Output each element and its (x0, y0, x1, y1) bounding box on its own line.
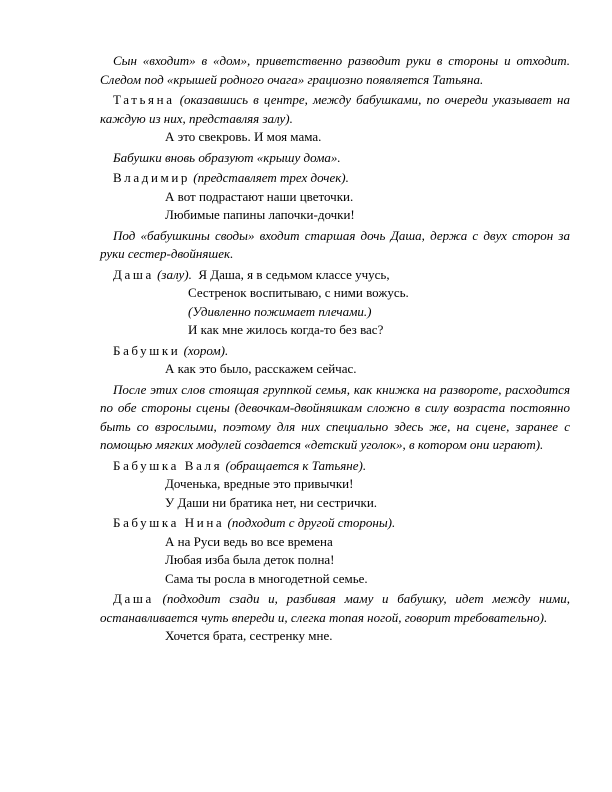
speaker-line (100, 514, 570, 533)
stage-direction: Под «бабушкины своды» входит старшая дочь Даша, держа с двух сторон за руки сестер-двойняшек. (100, 227, 570, 261)
speaker-line (100, 91, 570, 128)
verse-line: Любая изба была деток полна! (165, 552, 335, 567)
speaker-direction: (хором). (180, 342, 229, 358)
verse-line: Любимые папины лапочки-дочки! (165, 207, 355, 222)
speaker-direction: (подходит с другой стороны). (224, 515, 396, 530)
speaker-text: Я Даша, я в седьмом классе учусь, (191, 266, 390, 282)
speaker-line (100, 590, 570, 627)
verse-line: А как это было, расскажем сейчас. (165, 361, 357, 376)
stage-direction: После этих слов стоящая группкой семья, как книжка на развороте, расходится по обе стороны сцены (девочкам-двойняшкам сложно в силу возраста постоянно быть со взрослыми, поэтому для них специально здесь же, на сцене, заранее с помощью мягких модулей создается «детский уголок», в котором они играют). (100, 381, 570, 452)
verse-line: А на Руси ведь во все времена (165, 533, 333, 549)
speaker-direction: (оказавшись в центре, между бабушками, по очереди указывает на каждую из них, представляя залу). (100, 92, 570, 126)
speaker-name: Бабушка Нина (113, 515, 225, 530)
stage-direction: Бабушки вновь образуют «крышу дома». (113, 149, 341, 165)
speaker-name: Бабушка Валя (113, 457, 223, 473)
speaker-line (100, 266, 570, 285)
speaker-name: Татьяна (113, 92, 175, 107)
speaker-name: Владимир (113, 170, 190, 185)
speaker-line (100, 457, 570, 476)
verse-line: А это свекровь. И моя мама. (165, 129, 322, 144)
verse-line: Хочется брата, сестренку мне. (165, 628, 333, 643)
speaker-direction: (подходит сзади и, разбивая маму и бабушку, идет между ними, останавливается чуть впереди и, слегка топая ногой, говорит требовательно). (100, 591, 570, 625)
script-text (100, 52, 570, 646)
verse-line: Сестренок воспитываю, с ними вожусь. (188, 285, 409, 300)
speaker-line (100, 169, 570, 188)
verse-line: У Даши ни братика нет, ни сестрички. (165, 494, 378, 510)
verse-line: А вот подрастают наши цветочки. (165, 188, 354, 204)
speaker-line (100, 342, 570, 361)
verse-line: И как мне жилось когда-то без вас? (188, 322, 384, 337)
verse-direction: (Удивленно пожимает плечами.) (188, 303, 372, 319)
speaker-name: Даша (113, 266, 154, 282)
speaker-name: Бабушки (113, 342, 181, 358)
verse-line: Доченька, вредные это привычки! (165, 476, 354, 491)
speaker-direction: (залу). (153, 266, 192, 282)
speaker-direction: (обращается к Татьяне). (222, 457, 367, 473)
speaker-direction: (представляет трех дочек). (189, 170, 349, 185)
stage-direction: Сын «входит» в «дом», приветственно разводит руки в стороны и отходит. Следом под «крышей родного очага» грациозно появляется Татьяна. (100, 53, 570, 87)
speaker-name: Даша (113, 591, 154, 606)
verse-line: Сама ты росла в многодетной семье. (165, 570, 368, 586)
